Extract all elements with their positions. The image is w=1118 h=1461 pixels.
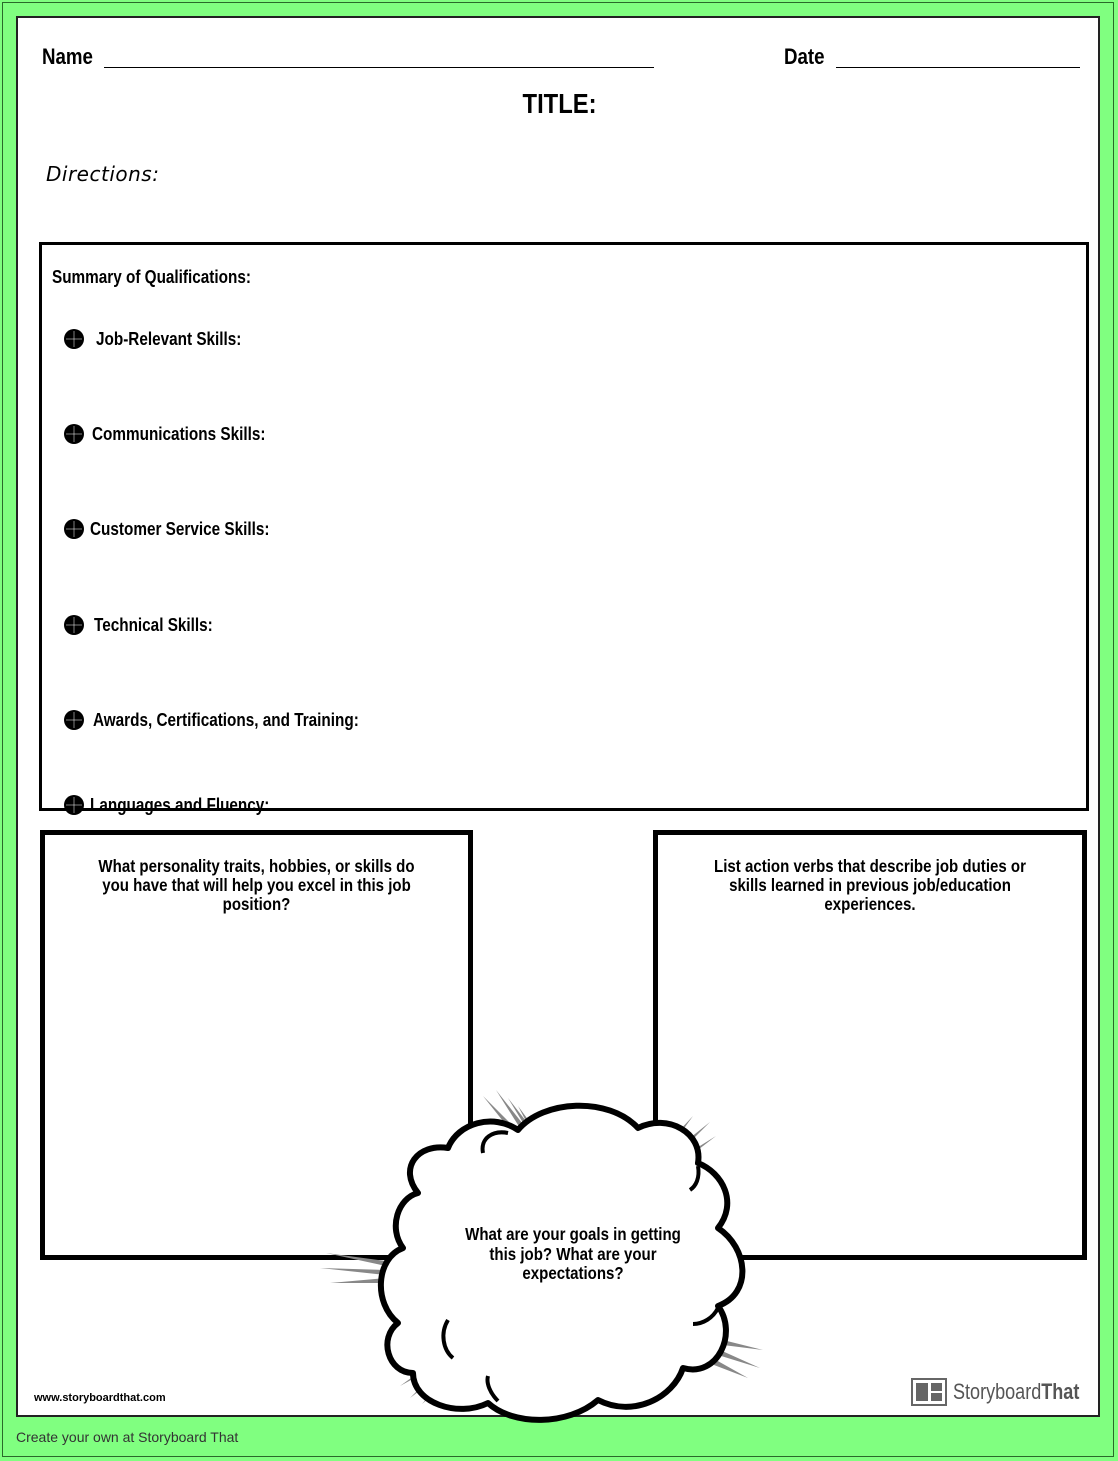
- bullet-icon: [64, 519, 84, 539]
- date-line: [836, 67, 1080, 68]
- action-verbs-question: List action verbs that describe job duties or skills learned in previous job/education experiences.: [714, 856, 1026, 914]
- storyboard-icon: [911, 1378, 947, 1406]
- list-item: Awards, Certifications, and Training:: [64, 708, 406, 732]
- summary-title: Summary of Qualifications:: [52, 267, 251, 287]
- page-title: TITLE:: [522, 88, 598, 119]
- worksheet: [16, 16, 1100, 1417]
- logo-text-light: Storyboard: [953, 1379, 1042, 1404]
- goals-question: What are your goals in getting this job? What are your expectations?: [465, 1224, 681, 1283]
- list-item: Languages and Fluency:: [64, 793, 301, 817]
- date-label: Date: [784, 44, 825, 69]
- list-item: Job-Relevant Skills:: [64, 327, 267, 351]
- bullet-icon: [64, 710, 84, 730]
- name-label: Name: [42, 44, 93, 69]
- directions-label: Directions:: [46, 162, 160, 186]
- bullet-icon: [64, 795, 84, 815]
- list-item: Technical Skills:: [64, 613, 234, 637]
- bullet-icon: [64, 424, 84, 444]
- footer-caption: Create your own at Storyboard That: [16, 1429, 239, 1445]
- list-item: Communications Skills:: [64, 422, 296, 446]
- bullet-icon: [64, 329, 84, 349]
- logo-text-bold: That: [1041, 1379, 1080, 1404]
- personality-question: What personality traits, hobbies, or skills do you have that will help you excel in this job position?: [98, 856, 415, 914]
- site-url: www.storyboardthat.com: [34, 1392, 166, 1404]
- storyboardthat-logo: [911, 1378, 1107, 1406]
- summary-box: [39, 242, 1089, 815]
- bullet-icon: [64, 615, 84, 635]
- name-line: [104, 67, 654, 68]
- list-item: Customer Service Skills:: [64, 517, 301, 541]
